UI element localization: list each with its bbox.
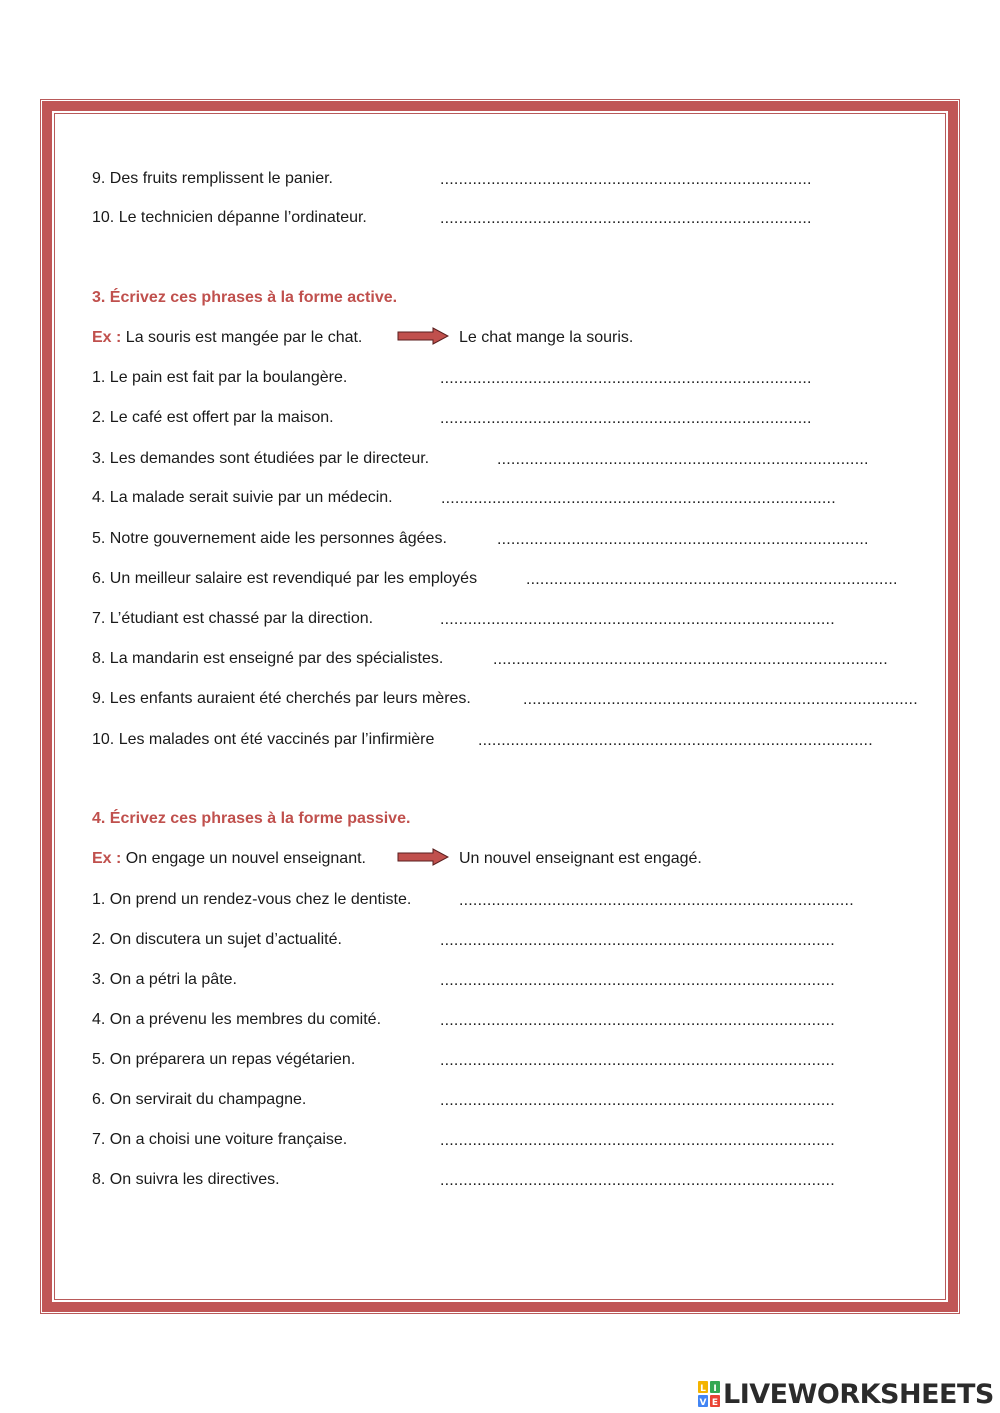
answer-blank[interactable]: .....................................................................................	[440, 1092, 835, 1109]
svg-text:V: V	[699, 1398, 707, 1408]
exercise-sentence: 10. Le technicien dépanne l’ordinateur.	[92, 209, 367, 226]
answer-blank[interactable]: ................................................................................	[526, 571, 898, 588]
example-sentence: La souris est mangée par le chat.	[125, 329, 363, 346]
answer-blank[interactable]: ................................................................................	[440, 370, 812, 387]
liveworksheets-brand[interactable]	[697, 1377, 994, 1411]
example-answer: Un nouvel enseignant est engagé.	[459, 850, 702, 867]
answer-blank[interactable]: .....................................................................................	[440, 1172, 835, 1189]
answer-blank[interactable]: .....................................................................................	[440, 972, 835, 989]
answer-blank[interactable]: .....................................................................................	[440, 932, 835, 949]
example-label: Ex :	[92, 329, 122, 346]
answer-blank[interactable]: .....................................................................................	[440, 1132, 835, 1149]
answer-blank[interactable]: .....................................................................................	[459, 892, 854, 909]
exercise-sentence: 7. L’étudiant est chassé par la direction.	[92, 610, 374, 627]
section-3-heading: 3. Écrivez ces phrases à la forme active.	[92, 289, 398, 306]
answer-blank[interactable]: ................................................................................	[497, 531, 869, 548]
answer-blank[interactable]: .....................................................................................	[440, 1012, 835, 1029]
exercise-sentence: 9. Des fruits remplissent le panier.	[92, 170, 333, 187]
exercise-sentence: 8. La mandarin est enseigné par des spécialistes.	[92, 650, 444, 667]
answer-blank[interactable]: ................................................................................	[497, 451, 869, 468]
exercise-sentence: 6. Un meilleur salaire est revendiqué par les employés	[92, 570, 478, 587]
section-3-example	[92, 328, 362, 348]
exercise-sentence: 8. On suivra les directives.	[92, 1171, 280, 1188]
arrow-right-icon	[397, 848, 449, 866]
svg-text:I: I	[713, 1384, 717, 1394]
exercise-sentence: 6. On servirait du champagne.	[92, 1091, 307, 1108]
answer-blank[interactable]: .....................................................................................	[440, 1052, 835, 1069]
answer-blank[interactable]: .....................................................................................	[441, 490, 836, 507]
section-4-example	[92, 849, 366, 869]
answer-blank[interactable]: .....................................................................................	[523, 691, 918, 708]
section-4-heading: 4. Écrivez ces phrases à la forme passive.	[92, 810, 411, 827]
answer-blank[interactable]: .....................................................................................	[478, 732, 873, 749]
svg-text:L: L	[700, 1384, 706, 1394]
answer-blank[interactable]: ................................................................................	[440, 171, 812, 188]
example-sentence: On engage un nouvel enseignant.	[125, 850, 366, 867]
exercise-sentence: 1. On prend un rendez-vous chez le dentiste.	[92, 891, 412, 908]
svg-text:E: E	[711, 1398, 719, 1408]
exercise-sentence: 2. On discutera un sujet d’actualité.	[92, 931, 342, 948]
liveworksheets-logo-icon	[697, 1380, 721, 1408]
exercise-sentence: 10. Les malades ont été vaccinés par l’infirmière	[92, 731, 435, 748]
exercise-sentence: 9. Les enfants auraient été cherchés par leurs mères.	[92, 690, 471, 707]
answer-blank[interactable]: .....................................................................................	[440, 611, 835, 628]
example-label: Ex :	[92, 850, 122, 867]
exercise-sentence: 1. Le pain est fait par la boulangère.	[92, 369, 348, 386]
exercise-sentence: 4. La malade serait suivie par un médecin.	[92, 489, 393, 506]
exercise-sentence: 3. On a pétri la pâte.	[92, 971, 237, 988]
example-answer: Le chat mange la souris.	[459, 329, 634, 346]
exercise-sentence: 5. On préparera un repas végétarien.	[92, 1051, 356, 1068]
answer-blank[interactable]: ................................................................................	[440, 410, 812, 427]
answer-blank[interactable]: ................................................................................	[440, 210, 812, 227]
exercise-sentence: 3. Les demandes sont étudiées par le directeur.	[92, 450, 430, 467]
arrow-right-icon	[397, 327, 449, 345]
exercise-sentence: 4. On a prévenu les membres du comité.	[92, 1011, 382, 1028]
exercise-sentence: 5. Notre gouvernement aide les personnes âgées.	[92, 530, 447, 547]
exercise-sentence: 2. Le café est offert par la maison.	[92, 409, 334, 426]
answer-blank[interactable]: .....................................................................................	[493, 651, 888, 668]
exercise-sentence: 7. On a choisi une voiture française.	[92, 1131, 348, 1148]
brand-name: LIVEWORKSHEETS	[723, 1378, 994, 1410]
